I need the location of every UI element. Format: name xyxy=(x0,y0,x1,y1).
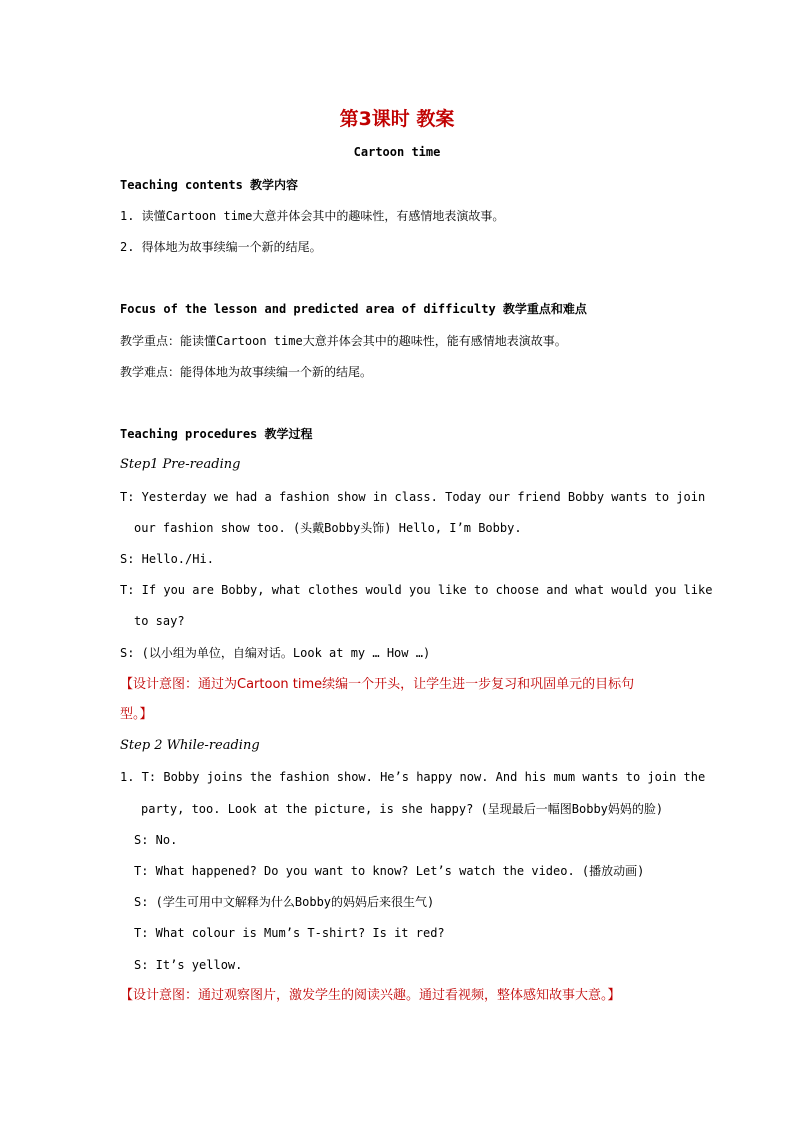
focus-key-point: 教学重点：能读懂Cartoon time大意并体会其中的趣味性，能有感情地表演故事。 xyxy=(120,334,567,348)
design-intent-note-continued: 型。】 xyxy=(120,707,153,722)
page-title: 第3课时 教案 xyxy=(339,108,455,130)
focus-heading: Focus of the lesson and predicted area of difficulty 教学重点和难点 xyxy=(120,302,587,316)
dialogue-line: T: Yesterday we had a fashion show in class. Today our friend Bobby wants to join xyxy=(120,490,706,504)
teaching-contents-item: 1. 读懂Cartoon time大意并体会其中的趣味性，有感情地表演故事。 xyxy=(120,209,505,223)
dialogue-line: our fashion show too. (头戴Bobby头饰) Hello, I’m Bobby. xyxy=(134,521,522,535)
page-subtitle: Cartoon time xyxy=(353,145,441,159)
dialogue-line: 1. T: Bobby joins the fashion show. He’s happy now. And his mum wants to join the xyxy=(120,770,706,784)
focus-difficulty: 教学难点：能得体地为故事续编一个新的结尾。 xyxy=(120,365,373,379)
dialogue-line: S: (学生可用中文解释为什么Bobby的妈妈后来很生气) xyxy=(134,895,435,909)
dialogue-line: S: No. xyxy=(134,833,178,847)
dialogue-line: S: (以小组为单位，自编对话。Look at my … How …) xyxy=(120,646,431,660)
procedures-heading: Teaching procedures 教学过程 xyxy=(120,427,313,441)
dialogue-line: party, too. Look at the picture, is she happy? (呈现最后一幅图Bobby妈妈的脸) xyxy=(141,802,664,816)
teaching-contents-heading: Teaching contents 教学内容 xyxy=(120,178,299,192)
dialogue-line: T: What happened? Do you want to know? Let’s watch the video. (播放动画) xyxy=(134,864,645,878)
dialogue-line: T: What colour is Mum’s T-shirt? Is it red? xyxy=(134,926,445,940)
step2-title: Step 2 While-reading xyxy=(120,738,260,753)
teaching-contents-item: 2. 得体地为故事续编一个新的结尾。 xyxy=(120,240,322,254)
step1-title: Step1 Pre-reading xyxy=(120,457,241,472)
design-intent-note: 【设计意图：通过观察图片，激发学生的阅读兴趣。通过看视频，整体感知故事大意。】 xyxy=(120,988,621,1003)
dialogue-line: to say? xyxy=(134,614,185,628)
design-intent-note: 【设计意图：通过为Cartoon time续编一个开头，让学生进一步复习和巩固单元的目标句 xyxy=(120,677,635,692)
dialogue-line: T: If you are Bobby, what clothes would you like to choose and what would you like xyxy=(120,583,713,597)
dialogue-line: S: It’s yellow. xyxy=(134,958,243,972)
dialogue-line: S: Hello./Hi. xyxy=(120,552,214,566)
